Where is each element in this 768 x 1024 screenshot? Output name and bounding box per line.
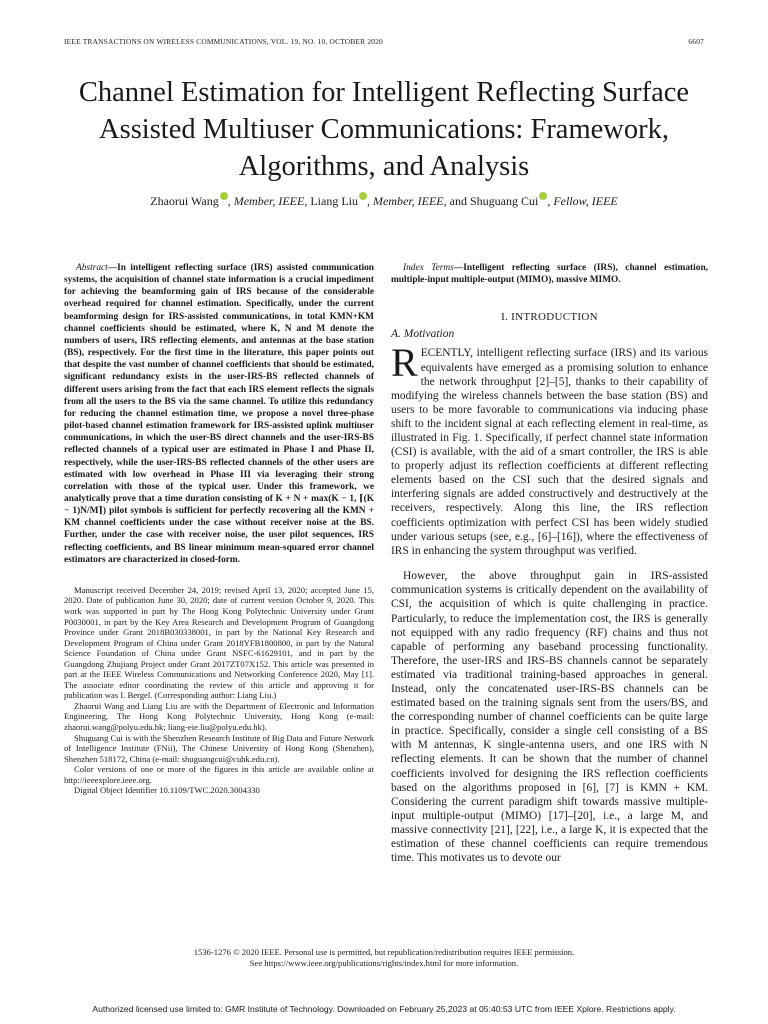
author-line bbox=[30, 194, 738, 209]
footnotes bbox=[64, 585, 374, 796]
author-separator: , bbox=[304, 194, 311, 208]
copyright-line: See https://www.ieee.org/publications/rights/index.html for more information. bbox=[249, 958, 519, 968]
left-column bbox=[64, 262, 374, 796]
subsection-heading: A. Motivation bbox=[391, 328, 455, 341]
index-terms bbox=[391, 262, 708, 286]
footnote-doi: Digital Object Identifier 10.1109/TWC.2020.3004330 bbox=[74, 785, 260, 796]
footnote-color-note: Color versions of one or more of the figures in this article are available online at http://ieeexplore.ieee.org. bbox=[64, 764, 374, 785]
author-role: Fellow, IEEE bbox=[553, 194, 618, 208]
author-name: Shuguang Cui bbox=[469, 194, 539, 208]
author-separator: , bbox=[547, 194, 554, 208]
drop-cap: R bbox=[391, 340, 418, 386]
paragraph bbox=[391, 340, 708, 557]
journal-info: IEEE TRANSACTIONS ON WIRELESS COMMUNICATIONS, VOL. 19, NO. 10, OCTOBER 2020 bbox=[64, 37, 383, 46]
index-terms-text: Intelligent reflecting surface (IRS), channel estimation, multiple-input multiple-output (MIMO), massive MIMO. bbox=[391, 263, 709, 286]
abstract-text: In intelligent reflecting surface (IRS) assisted communication systems, the acquisition of channel state information is a crucial impediment for achieving the beamforming gain of IRS because of the considerable overhead required for channel estimation. Specifically, under the current beamforming design for IRS-assisted communications, in total KMN+KM channel coefficients should be estimated, where K, N and M denote the numbers of users, IRS reflecting elements, and antennas at the base station (BS), respectively. For the first time in the literature, this paper points out that despite the vast number of channel coefficients that should be estimated, significant redundancy exists in the user-IRS-BS reflected channels of different users arising from the fact that each IRS element reflects the signals from all the users to the BS via the same channel. To utilize this redundancy for reducing the channel estimation time, we propose a novel three-phase pilot-based channel estimation framework for IRS-assisted uplink multiuser communications, in which the user-BS direct channels and the user-IRS-BS reflected channels of a typical user are estimated in Phase I and Phase II, respectively, while the user-IRS-BS reflected channels of the other users are estimated with low overhead in Phase III via leveraging their strong correlation with those of the typical user. Under this framework, we analytically prove that a time duration consisting of K + N + max(K − 1, ⌈(K − 1)N/M⌉) pilot symbols is sufficient for perfectly recovering all the KMN + KM channel coefficients under the case without receiver noise at the BS. Further, under the case with receiver noise, the user pilot sequences, IRS reflecting coefficients, and BS linear minimum mean-squared error channel estimators are characterized in closed-form. bbox=[64, 263, 374, 565]
footnote-affiliation: Shuguang Cui is with the Shenzhen Research Institute of Big Data and Future Network of Intelligence Institute (FNii), The Chinese University of Hong Kong (Shenzhen), Shenzhen 518172, China (e-mail: shuguangcui@cuhk.edu.cn). bbox=[64, 732, 375, 764]
paragraph: However, the above throughput gain in IRS-assisted communication systems is critically dependent on the availability of CSI, the acquisition of which is quite challenging in practice. Particularly, to reduce the implementation cost, the IRS is generally not equipped with any radio frequency (RF) chains and thus not capable of performing any baseband processing functionality. Therefore, the user-IRS and IRS-BS channels cannot be separately estimated via traditional training-based approaches in general. Instead, only the concatenated user-IRS-BS channels can be estimated based on the training signals sent from the users/BS, and the corresponding number of channel coefficients can be quite large in practice. Specifically, consider a single cell consisting of a BS with M antennas, K single-antenna users, and one IRS with N reflecting elements. It can be shown that the number of channel coefficients involved for designing the IRS reflection coefficients based on the algorithms proposed in [6], [7] is KMN + KM. Considering the current paradigm shift towards massive multiple-input multiple-output (MIMO) [17]–[20], i.e., a large M, and massive connectivity [21], [22], i.e., a large K, it is expected that the estimation of these channel coefficients can require tremendous time. This motivates us to devote our bbox=[391, 570, 708, 865]
page-number: 6607 bbox=[688, 37, 704, 46]
orcid-icon[interactable] bbox=[220, 192, 228, 200]
abstract bbox=[64, 262, 374, 566]
footnote-affiliation: Zhaorui Wang and Liang Liu are with the Department of Electronic and Information Engineering, The Hong Kong Polytechnic University, Hong Kong (e-mail: zhaorui.wang@polyu.edu.hk; liang-eie.liu@polyu.edu.hk). bbox=[64, 700, 374, 733]
author-separator: , bbox=[367, 194, 373, 208]
copyright-line: 1536-1276 © 2020 IEEE. Personal use is permitted, but republication/redistribution requires IEEE permission. bbox=[193, 947, 575, 957]
orcid-icon[interactable] bbox=[359, 192, 367, 200]
author-role: Member, IEEE bbox=[233, 194, 305, 208]
em-dash: — bbox=[107, 263, 118, 273]
author-name: Liang Liu bbox=[310, 194, 358, 208]
index-terms-label: Index Terms bbox=[403, 263, 454, 273]
author-name: Zhaorui Wang bbox=[150, 194, 219, 208]
right-column bbox=[391, 262, 708, 877]
author-separator: , and bbox=[443, 194, 470, 208]
author-role: Member, IEEE bbox=[373, 194, 444, 208]
em-dash: — bbox=[453, 263, 464, 273]
footnote-manuscript: Manuscript received December 24, 2019; revised April 13, 2020; accepted June 15, 2020. Date of publication June 30, 2020; date of current version October 9, 2020. This work was supported in part by The Hong Kong Polytechnic University under Grant P0030001, in part by the Key Area Research and Development Program of Guangdong Province under Grant 2018B030338001, in part by the National Key Research and Development Program of China under Grant 2018YFB1800800, in part by the Natural Science Foundation of China under Grant NSFC-61629101, and in part by the Guangdong Zhujiang Project under Grant 2017ZT07X152. This article was presented in part at the IEEE Wireless Communications and Networking Conference 2020, May [1]. The associate editor coordinating the review of this article and approving it for publication was I. Bergel. (Corresponding author: Liang Liu.) bbox=[64, 584, 374, 701]
running-header bbox=[64, 37, 704, 46]
section-heading: I. INTRODUCTION bbox=[501, 311, 598, 324]
abstract-label: Abstract bbox=[76, 263, 108, 273]
paragraph-text: ECENTLY, intelligent reflecting surface (IRS) and its various equivalents have emerged as a promising solution to enhance the network throughput [2]–[5], thanks to their capability of modifying the wireless channels between the base station (BS) and users to be more favorable to communications via inducing phase shift to the incident signal at each reflecting element in real-time, as illustrated in Fig. 1. Specifically, if perfect channel state information (CSI) is available, with the aid of a smart controller, the IRS is able to properly adjust its reflection coefficients at different reflecting elements based on the CSI such that the desired signals and interfering signals are added constructively and destructively at the receivers, respectively. Along this line, the IRS reflection coefficients optimization with perfect CSI has been widely studied under various setups (see, e.g., [6]–[16]), where the effectiveness of IRS in enhancing the system throughput was verified. bbox=[391, 347, 708, 557]
paper-title: Channel Estimation for Intelligent Reflecting Surface Assisted Multiuser Communications: Framework, Algorithms, and Analysis bbox=[78, 77, 690, 182]
author-separator: , bbox=[227, 194, 234, 208]
copyright-notice bbox=[64, 947, 704, 969]
license-notice: Authorized licensed use limited to: GMR Institute of Technology. Downloaded on February 25,2023 at 05:40:53 UTC from IEEE Xplore. Restrictions apply. bbox=[92, 1004, 676, 1014]
introduction-body bbox=[391, 340, 708, 865]
